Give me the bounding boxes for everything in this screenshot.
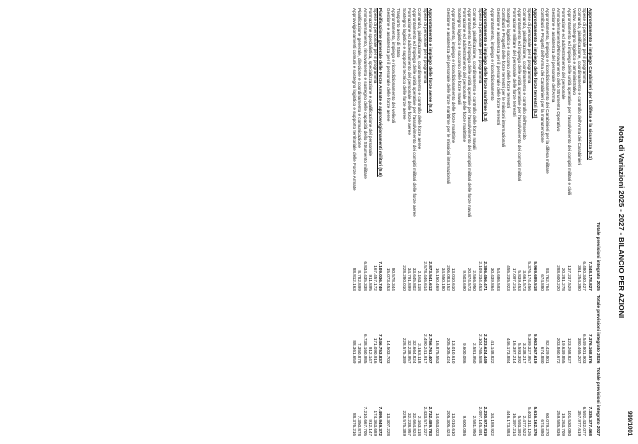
value-2027-cell: 912.147 [367,419,373,436]
value-2025-cell: 30.439.864 [490,267,496,291]
table-row [550,6,555,438]
description-cell [435,6,440,220]
description-cell: Approntamento ed impiego delle unità operative per l'assolvimento dei compiti militari delle forze aeree [412,8,418,217]
value-2026-cell: 3.238.217 [522,342,528,364]
table-row [467,6,472,438]
description-cell: Formazione ed addestramento del personale delle forze marittime [461,8,467,143]
value-2025-cell [456,220,461,293]
table-row [417,6,422,438]
value-2026-cell: 13.010.610 [451,340,457,364]
description-cell: Gestione e assistenza del personale delle forze marittime per le missioni internazionali [445,8,451,184]
value-2027-cell: 9.600.086 [461,415,467,436]
value-2025-cell: 3.661.573 [522,270,528,291]
description-cell: Formazione specialistica, specializzazione e qualificazione del personale [367,8,373,157]
description-cell: Formazione ed addestramento del personale delle forze aeree [406,8,412,135]
value-2025-cell: 15.073.453 [385,267,391,291]
value-2026-cell: 171.090.916 [373,337,379,364]
value-2027-cell: 2.433.571.227 [422,406,428,436]
value-2026-cell: 446.173.884 [506,337,512,364]
description-cell: Approntamento e impiego delle forze marittime (5.3) [483,8,489,122]
table-row [561,6,566,438]
value-2027-cell: 674.880 [540,419,546,436]
value-2025-cell: 6.480.340.427 [582,261,588,291]
value-2025-cell: 361.254.380 [577,265,583,291]
value-2027-cell: 34.189.922 [490,413,496,436]
value-2027-cell: 5.593.392 [516,415,522,436]
table-row-group [587,6,594,438]
table-row [451,6,456,438]
description-cell: Spese di personale per il programma [477,8,483,84]
value-2027-cell [440,365,445,438]
description-cell: Vettov. Sostegno logistico e amministrativo [571,8,577,95]
description-cell: Contributi e Progetti delle forze terrestri per le missioni internazionali [500,8,506,147]
value-2027-cell [550,365,555,438]
table-row [545,6,550,438]
value-2027-cell: 7.335.377.468 [587,406,593,436]
value-2026-cell: 380.465.207 [577,337,583,364]
table-row [462,6,467,438]
value-2026-cell: 2.581.950 [472,342,478,364]
description-cell: Formazione ed addestramento del personale [561,8,567,100]
value-2025-cell: 2.873.541.612 [428,261,434,291]
table-row [572,6,577,438]
value-2027-cell: 13.010.610 [451,413,457,436]
table-row-group [428,6,435,438]
value-2026-cell: 5.399.327.957 [527,334,533,364]
value-2027-cell: 259.585.836 [555,410,561,436]
value-2026-cell: 205.305.424 [445,337,451,364]
description-cell: Ammodernamento/Rinnovamento dello Strumento Operativo [555,8,561,132]
description-cell: Comando, pianificazione, coordinamento e controllo dell'Arma dei Carabinieri [577,8,583,165]
description-cell: Gestione e assistenza per il personale delle forze terrestri [495,8,501,126]
value-2025-cell: 20.281.278 [561,267,567,291]
value-2026-cell [495,293,500,366]
table-row [362,6,367,438]
value-2025-cell: 34.550.180 [440,267,446,291]
table-row [385,6,390,438]
description-cell: Spese di personale per il programma [582,8,588,84]
description-cell: Spese di personale per il programma [422,8,428,84]
page-title: Nota di Variazioni 2025 - 2027 - BILANCIO PER AZIONI [617,125,626,319]
value-2027-cell: 16.397.214 [511,413,517,436]
table-row [373,6,378,438]
value-2025-cell: 137.237.529 [566,265,572,291]
value-2026-cell: 2.163.118 [417,343,423,364]
description-cell: Gestione e assistenza del personale dell'Arma [550,8,556,103]
value-2025-cell: 17.097.214 [511,267,517,291]
value-2025-cell: 5.839.453 [516,270,522,291]
table-row [401,6,406,438]
table-row-group [483,6,490,438]
value-2027-cell: 357.977.619 [577,410,583,436]
description-cell: Gestione e assistenza per il personale delle forze aeree [385,8,391,122]
description-cell: Approntamento e impiego delle forze terrestri (5.2) [532,8,538,119]
table-row [556,6,561,438]
value-2026-cell: 2.104.765.588 [477,334,483,364]
table-row [407,6,412,438]
value-2027-cell: 7.499.949.372 [378,406,384,436]
budget-table [352,6,602,438]
column-header-2027: Totale previsioni integrato 2027 [596,367,601,436]
table-row [566,6,571,438]
value-2026-cell: 2.756.761.407 [428,334,434,364]
value-2027-cell: 2.230.972.819 [483,406,489,436]
description-cell: Comando, pianificazione, coordinamento e controllo dell'Esercito [522,8,528,140]
value-2025-cell: 228.280.010 [401,265,407,291]
value-2026-cell: 7.246.753.837 [378,334,384,364]
description-cell: Trasporto aereo di Stato [396,8,402,58]
description-cell: Approntamento ed impiego delle unità operative per l'assolvimento dei compiti militari [516,8,522,182]
value-2027-cell: 5.616.162.376 [532,406,538,436]
value-2025-cell: 2.578.446.614 [422,261,428,291]
value-2026-cell: 123.268.827 [566,337,572,364]
value-2025-cell: 911.895 [367,274,373,291]
value-2026-cell: 14.503.703 [385,340,391,364]
value-2025-cell [550,220,555,293]
value-2026-cell: 82.429.801 [545,340,551,364]
value-2025-cell: 20.874.573 [467,267,473,291]
page-header [602,6,634,438]
table-row [368,6,373,438]
value-2025-cell: 8.782.899 [357,270,363,291]
value-2027-cell: 7.210.667.705 [362,406,368,436]
value-2026-cell: 88.361.659 [351,340,357,364]
value-2026-cell: 203.860.672 [555,337,561,364]
value-2025-cell: 674.880 [540,274,546,291]
description-cell: Approntamento ed impiego delle unità operative per l'assolvimento dei compiti militari e civili [566,8,572,196]
value-2027-cell: 6.592.432.077 [582,406,588,436]
description-cell: Approntamento e impiego Carabinieri per la difesa e la sicurezza (5.1) [587,8,593,160]
value-2026-cell: 16.397.214 [511,340,517,364]
table-row [577,6,582,438]
description-cell: Approvvigionamenti comuni e sostegno logistico e supporto territoriale delle Forze Armate [351,8,357,191]
table-row [352,6,357,438]
table-row-group [532,6,539,438]
column-header-2025: Totale previsioni integrato 2025 [596,222,601,291]
column-header-2026: Totale previsioni integrato 2026 [596,294,601,364]
value-2025-cell: 80.578.344 [391,267,397,291]
value-2026-cell: 9.600.086 [461,342,467,364]
value-2027-cell [456,365,461,438]
table-row [511,6,516,438]
value-2027-cell [495,365,500,438]
table-row [522,6,527,438]
description-cell: Formazione militare del personale delle forze terrestri [511,8,517,117]
value-2026-cell: 41.148.822 [490,340,496,364]
table-row [412,6,417,438]
description-cell: Pianificazione generale delle Forze Armate e approvvigionamenti militari (5.6) [378,8,384,177]
description-cell: Approntamento, impiego e ricondizionamento delle forze marittime [451,8,457,144]
page-number: 999/1001 [626,410,632,436]
value-2027-cell: 5.403.311.126 [527,406,533,436]
value-2027-cell: 101.530.080 [566,410,572,436]
value-2026-cell: 674.880 [540,346,546,364]
description-cell: Contributi e Progetti dell'Arma dei Carabinieri per la manutenzione [540,8,546,143]
column-header-description [595,6,602,220]
table-row [490,6,495,438]
description-cell [440,6,445,220]
table-header-row [595,6,602,438]
table-row [435,6,440,438]
description-cell: Approntamento, impiego e ricondizionamento [490,8,496,101]
value-2026-cell: 2.490.241.917 [422,334,428,364]
value-2026-cell [550,293,555,366]
value-2027-cell: 14.653.023 [435,413,441,436]
value-2025-cell: 7.109.036.749 [378,261,384,291]
value-2025-cell: 54.686.593 [495,267,501,291]
value-2025-cell: 7.348.178.827 [587,261,593,291]
value-2027-cell: 60.079.270 [545,413,551,436]
value-2027-cell: 2.477.522 [522,415,528,436]
table-row [423,6,428,438]
value-2027-cell: 228.575.389 [401,410,407,436]
table-row [440,6,445,438]
description-cell: Approntamento e impiego delle forze aeree (5.4) [428,8,434,113]
value-2025-cell: 34.791.899 [406,267,412,291]
value-2025-cell: 88.812.163 [351,267,357,291]
value-2025-cell: 2.109.234.453 [477,261,483,291]
table-row [472,6,477,438]
table-row [456,6,461,438]
table-row [527,6,532,438]
value-2027-cell: 88.376.216 [351,413,357,436]
value-2027-cell: 13.307.228 [385,413,391,436]
description-cell: Approntamento, impiego e ricondizionamento dei Carabinieri per la difesa militare [545,8,551,174]
value-2027-cell: 2.163.118 [417,415,423,436]
value-2026-cell [440,293,445,366]
value-2026-cell: 16.875.553 [435,340,441,364]
value-2026-cell: 7.376.168.576 [587,334,593,364]
value-2025-cell: 455.235.923 [506,265,512,291]
table-row [357,6,362,438]
value-2026-cell: 2.223.624.449 [483,334,489,364]
value-2025-cell: 93.762.764 [545,267,551,291]
description-cell: Sostegno logistico e soccorso delle forze terrestri [506,8,512,109]
value-2026-cell: 6.549.801.903 [582,334,588,364]
table-row [582,6,587,438]
value-2025-cell: 16.150.469 [435,267,441,291]
table-row [477,6,482,438]
value-2027-cell: 2.732.489.783 [428,406,434,436]
value-2025-cell: 167.457.172 [373,265,379,291]
value-2027-cell: 2.581.950 [472,415,478,436]
value-2027-cell: 7.350.878 [357,415,363,436]
description-cell: Approntamento ed impiego delle unità operative per l'assolvimento dei compiti militari delle forze navali [467,8,473,217]
value-2026-cell: 6.738.160.985 [362,334,368,364]
value-2025-cell: 2.566.950 [472,270,478,291]
value-2027-cell: 32.664.824 [412,413,418,436]
value-2026-cell: 7.350.878 [357,342,363,364]
value-2027-cell: 205.305.424 [445,410,451,436]
value-2025-cell: 5.376.174.456 [527,261,533,291]
description-cell: Spese di personale per il programma [527,8,533,84]
table-row [506,6,511,438]
description-cell: Comando, pianificazione, coordinamento e controllo delle forze navali [472,8,478,150]
value-2026-cell: 32.238.957 [406,340,412,364]
table-row [501,6,506,438]
value-2026-cell [456,293,461,366]
table-row [540,6,545,438]
value-2025-cell: 5.969.689.518 [532,261,538,291]
table-row [446,6,451,438]
table-row [517,6,522,438]
table-body [352,6,595,438]
value-2026-cell: 228.575.389 [401,337,407,364]
table-row-group [378,6,385,438]
description-cell: Sostegno logistico e soccorso delle forze navali [456,8,462,105]
value-2027-cell: 32.238.957 [406,413,412,436]
value-2025-cell: 288.600.220 [555,265,561,291]
value-2026-cell: 912.147 [367,346,373,364]
description-cell: Approntamento, impiego e ricondizionamento dei velivoli [391,8,397,123]
value-2026-cell: 5.593.392 [516,342,522,364]
description-cell: Sostegno logistico e supporto tecnico delle forze aeree [401,8,407,120]
value-2025-cell: 9.503.690 [461,270,467,291]
value-2025-cell: 2.163.118 [417,270,423,291]
description-cell: Comando, pianificazione, coordinamento e controllo delle forze aeree [417,8,423,150]
description-cell: Pianificazione generale, direzione e coordinamento e comunicazione [357,8,363,148]
value-2027-cell: 2.097.145.491 [477,406,483,436]
value-2026-cell: 32.664.824 [412,340,418,364]
value-2027-cell: 174.363.689 [373,410,379,436]
value-2027-cell: 19.263.709 [561,413,567,436]
value-2025-cell: 13.010.610 [451,267,457,291]
value-2027-cell [391,365,396,438]
value-2025-cell: 33.645.802 [412,267,418,291]
value-2025-cell: 2.386.456.471 [483,261,489,291]
table-row [391,6,396,438]
value-2026-cell: 19.639.855 [561,340,567,364]
value-2026-cell: 5.963.267.619 [532,334,538,364]
value-2026-cell [391,293,396,366]
description-cell: Spese di personale per il programma [373,8,379,84]
value-2025-cell: 6.834.435.338 [362,261,368,291]
table-row [495,6,500,438]
value-2025-cell: 206.083.152 [445,265,451,291]
description-cell: Ammodernamento, rinnovamento e sostegno delle capacità dello Strumento militare [362,8,368,179]
value-2027-cell: 446.173.884 [506,410,512,436]
